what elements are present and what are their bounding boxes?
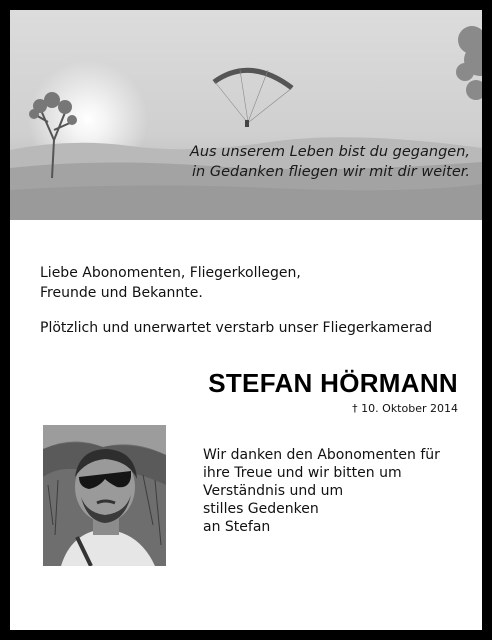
death-date: † 10. Oktober 2014 <box>352 402 458 415</box>
paraglider-landscape-image <box>10 10 482 220</box>
greeting <box>40 263 301 303</box>
banner-image <box>10 10 482 220</box>
quote-line-2: in Gedanken fliegen wir mit dir weiter. <box>192 164 470 180</box>
deceased-name: STEFAN HÖRMANN <box>208 368 458 398</box>
portrait-photo <box>43 425 166 566</box>
thanks-line-5: an Stefan <box>203 519 271 535</box>
greeting-line-2: Freunde und Bekannte. <box>40 285 203 301</box>
intro-text: Plötzlich und unerwartet verstarb unser Fliegerkamerad <box>40 320 433 336</box>
quote-line-1: Aus unserem Leben bist du gegangen, <box>189 144 470 160</box>
portrait-image <box>43 425 166 566</box>
greeting-line-1: Liebe Abonomenten, Fliegerkollegen, <box>40 265 301 281</box>
thanks-line-2: ihre Treue und wir bitten um <box>203 465 402 481</box>
thanks-line-3: Verständnis und um <box>203 483 344 499</box>
obituary-card <box>10 10 482 630</box>
thanks-line-4: stilles Gedenken <box>203 501 319 517</box>
thanks-line-1: Wir danken den Abonomenten für <box>203 447 440 463</box>
memorial-quote <box>190 142 470 182</box>
thanks-text <box>203 446 440 536</box>
